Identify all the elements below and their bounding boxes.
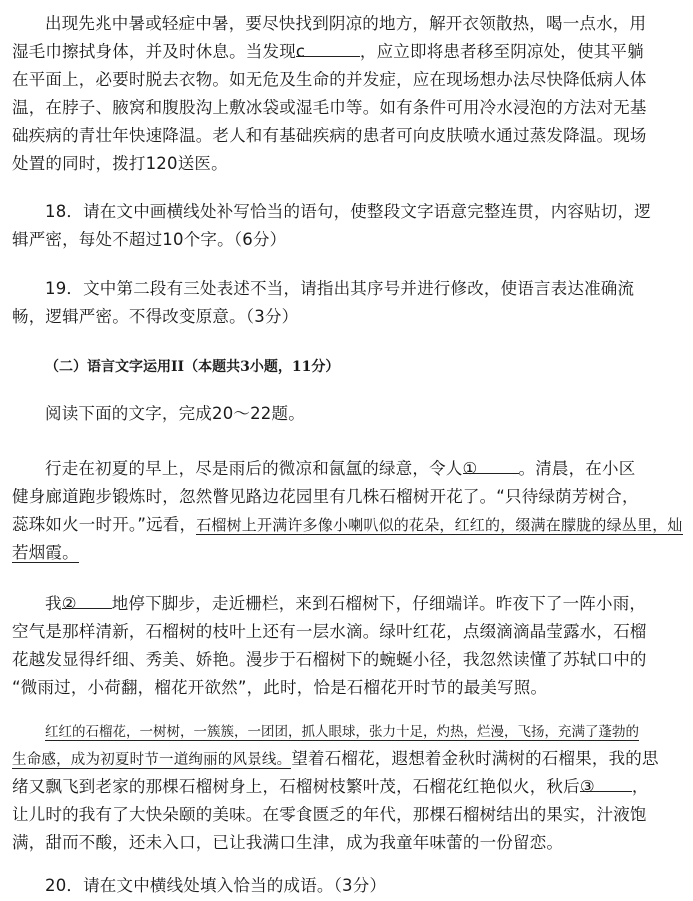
text-line: 花越发显得纤细、秀美、娇艳。漫步于石榴树下的蜿蜒小径，我忽然读懂了苏轼口中的: [12, 650, 647, 669]
instruction-text: 阅读下面的文字，完成20～22题。: [45, 404, 305, 423]
underlined-sentence: 红红的石榴花，一树树，一簇簇，一团团，抓人眼球，张力十足，灼热，烂漫，飞扬，充满了蓬勃的: [45, 724, 639, 740]
paragraph-heatstroke: [12, 10, 682, 178]
question-text: 畅，逻辑严密。不得改变原意。（3分）: [12, 307, 299, 326]
text-line: 温，在脖子、腋窝和腹股沟上敷冰袋或湿毛巾等。如有条件可用冷水浸泡的方法对无基: [12, 98, 647, 117]
fill-blank: ②: [62, 590, 112, 609]
underlined-sentence: 生命感，成为初夏时节一道绚丽的风景线。: [12, 752, 292, 768]
text-line: 湿毛巾擦拭身体，并及时休息。当发现c ，应立即将患者移至阴凉处，使其平躺: [12, 38, 682, 66]
text-line: 让儿时的我有了大快朵颐的美味。在零食匮乏的年代，那棵石榴树结出的果实，汁液饱: [12, 805, 647, 824]
question-text: 20．请在文中横线处填入恰当的成语。（3分）: [45, 876, 387, 895]
question-18: [12, 198, 682, 254]
text-line: [12, 717, 682, 745]
text-line: 处置的同时，拨打120送医。: [12, 154, 228, 173]
text-line: [12, 539, 682, 567]
text-line: 生命感，成为初夏时节一道绚丽的风景线。望着石榴花，遐想着金秋时满树的石榴果，我的思: [12, 749, 659, 768]
text-line: 出现先兆中暑或轻症中暑，要尽快找到阴凉的地方，解开衣领散热，喝一点水，用: [45, 14, 647, 33]
fill-blank: c: [296, 38, 360, 57]
question-text: 18．请在文中画横线处补写恰当的语句，使整段文字语意完整连贯，内容贴切，逻: [45, 202, 651, 221]
question-text: 辑严密，每处不超过10个字。（6分）: [12, 230, 287, 249]
reading-instruction: [12, 400, 682, 428]
underlined-sentence: 若烟霞。: [12, 543, 79, 562]
text-line: 空气是那样清新，石榴树的枝叶上还有一层水滴。绿叶红花，点缀滴滴晶莹露水，石榴: [12, 622, 647, 641]
text-line: 绪又飘飞到老家的那棵石榴树身上，石榴树枝繁叶茂，石榴花红艳似火，秋后③ ，: [12, 773, 682, 801]
paragraph-early-summer: [12, 455, 682, 567]
paragraph-pomegranate-tree: [12, 590, 682, 702]
text-line: 满，甜而不酸，还未入口，已让我满口生津，成为我童年味蕾的一份留恋。: [12, 833, 564, 852]
text-line: 在平面上，必要时脱去衣物。如无危及生命的并发症，应在现场想办法尽快降低病人体: [12, 70, 647, 89]
fill-blank: ①: [463, 455, 519, 474]
question-20: [12, 872, 682, 900]
text-line: 我② 地停下脚步，走近栅栏，来到石榴树下，仔细端详。昨夜下了一阵小雨，: [12, 590, 682, 618]
underlined-sentence: 石榴树上开满许多像小喇叭似的花朵，红红的，缀满在朦胧的绿丛里，灿: [196, 516, 683, 534]
section-heading: （二）语言文字运用II（本题共3小题，11分）: [45, 359, 340, 375]
text-line: 础疾病的青壮年快速降温。老人和有基础疾病的患者可向皮肤喷水通过蒸发降温。现场: [12, 126, 647, 145]
fill-blank: ③: [580, 773, 632, 792]
text-line: 蕊珠如火一时开。”远看，石榴树上开满许多像小喇叭似的花朵，红红的，缀满在朦胧的绿丛里，灿: [12, 515, 683, 534]
paragraph-childhood-memory: [12, 717, 682, 857]
question-19: [12, 275, 682, 331]
text-line: “微雨过，小荷翻，榴花开欲然”，此时，恰是石榴花开时节的最美写照。: [12, 678, 548, 697]
text-line: 行走在初夏的早上，尽是雨后的微凉和氤氲的绿意，令人① 。清晨，在小区: [12, 455, 682, 483]
question-text: 19．文中第二段有三处表述不当，请指出其序号并进行修改，使语言表达准确流: [45, 279, 635, 298]
text-line: 健身廊道跑步锻炼时，忽然瞥见路边花园里有几株石榴树开花了。“只待绿荫芳树合，: [12, 487, 639, 506]
